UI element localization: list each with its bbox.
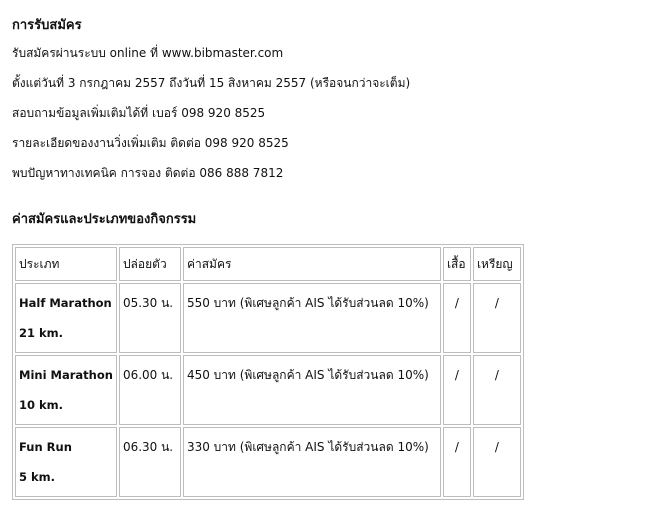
start-time-cell: 06.00 น. xyxy=(119,355,181,425)
column-header-shirt: เสื้อ xyxy=(443,247,471,281)
fee-cell: 330 บาท (พิเศษลูกค้า AIS ได้รับส่วนลด 10%) xyxy=(183,427,441,497)
start-time-cell: 05.30 น. xyxy=(119,283,181,353)
table-row xyxy=(15,283,521,353)
medal-cell: / xyxy=(473,283,521,353)
fee-cell: 550 บาท (พิเศษลูกค้า AIS ได้รับส่วนลด 10%) xyxy=(183,283,441,353)
registration-online-line: รับสมัครผ่านระบบ online ที่ www.bibmaster.com xyxy=(12,46,284,60)
shirt-cell: / xyxy=(443,427,471,497)
table-row xyxy=(15,427,521,497)
column-header-start: ปล่อยตัว xyxy=(119,247,181,281)
race-type-cell xyxy=(15,283,117,353)
registration-heading: การรับสมัคร xyxy=(12,18,82,33)
race-type-name: Fun Run xyxy=(19,440,72,454)
shirt-cell: / xyxy=(443,355,471,425)
race-type-name: Mini Marathon xyxy=(19,368,113,382)
contact-info-line: สอบถามข้อมูลเพิ่มเติมได้ที่ เบอร์ 098 920 8525 xyxy=(12,106,266,120)
race-distance: 10 km. xyxy=(19,398,64,412)
contact-details-line: รายละเอียดของงานวิ่งเพิ่มเติม ติดต่อ 098 920 8525 xyxy=(12,136,289,150)
table-row xyxy=(15,355,521,425)
race-type-cell xyxy=(15,355,117,425)
race-type-cell xyxy=(15,427,117,497)
registration-period-line: ตั้งแต่วันที่ 3 กรกฎาคม 2557 ถึงวันที่ 15 สิงหาคม 2557 (หรือจนกว่าจะเต็ม) xyxy=(12,76,411,90)
fees-heading: ค่าสมัครและประเภทของกิจกรรม xyxy=(12,212,197,227)
fee-cell: 450 บาท (พิเศษลูกค้า AIS ได้รับส่วนลด 10%) xyxy=(183,355,441,425)
shirt-cell: / xyxy=(443,283,471,353)
column-header-fee: ค่าสมัคร xyxy=(183,247,441,281)
race-distance: 5 km. xyxy=(19,470,56,484)
race-type-name: Half Marathon xyxy=(19,296,112,310)
medal-cell: / xyxy=(473,427,521,497)
race-distance: 21 km. xyxy=(19,326,64,340)
table-header-row xyxy=(15,247,521,281)
start-time-cell: 06.30 น. xyxy=(119,427,181,497)
medal-cell: / xyxy=(473,355,521,425)
column-header-type: ประเภท xyxy=(15,247,117,281)
column-header-medal: เหรียญ xyxy=(473,247,521,281)
contact-technical-line: พบปัญหาทางเทคนิค การจอง ติดต่อ 086 888 7812 xyxy=(12,166,284,180)
fee-table xyxy=(12,244,524,500)
